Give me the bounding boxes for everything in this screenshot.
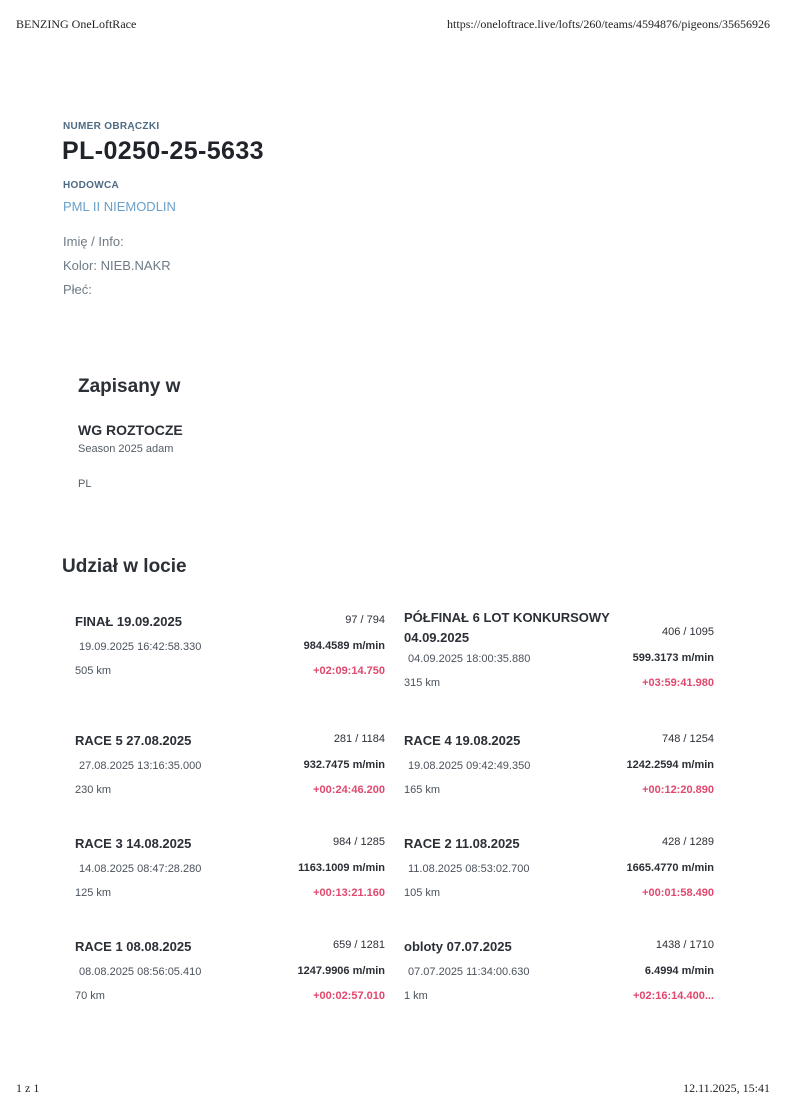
race-time-loss: +02:09:14.750 [313, 665, 385, 677]
race-distance: 315 km [404, 677, 441, 689]
race-arrival-time: 19.09.2025 16:42:58.330 [79, 641, 202, 653]
ring-number-label: NUMER OBRĄCZKI [63, 121, 160, 132]
race-card[interactable] [75, 834, 385, 924]
club-season: Season 2025 adam [78, 443, 174, 455]
race-distance: 105 km [404, 887, 441, 899]
race-card[interactable] [75, 612, 385, 702]
race-arrival-time: 07.07.2025 11:34:00.630 [408, 966, 530, 978]
race-distance: 70 km [75, 990, 105, 1002]
race-speed: 599.3173 m/min [632, 652, 714, 664]
name-info-line: Imię / Info: [63, 234, 124, 249]
race-card[interactable] [75, 937, 385, 1027]
race-name[interactable]: RACE 5 27.08.2025 [75, 733, 192, 748]
race-card[interactable] [75, 731, 385, 821]
race-name[interactable]: PÓŁFINAŁ 6 LOT KONKURSOWY 04.09.2025 [404, 610, 610, 645]
race-time-loss: +00:24:46.200 [313, 784, 385, 796]
registered-title: Zapisany w [78, 376, 181, 397]
print-app-title: BENZING OneLoftRace [16, 17, 137, 31]
race-arrival-time: 27.08.2025 13:16:35.000 [79, 760, 202, 772]
race-name[interactable]: RACE 2 11.08.2025 [404, 836, 520, 851]
race-place: 428 / 1289 [662, 836, 714, 848]
race-speed: 1163.1009 m/min [298, 862, 385, 874]
race-distance: 230 km [75, 784, 112, 796]
race-name[interactable]: RACE 4 19.08.2025 [404, 733, 521, 748]
race-name[interactable]: FINAŁ 19.09.2025 [75, 614, 182, 629]
race-place: 748 / 1254 [662, 733, 714, 745]
race-card[interactable] [404, 731, 714, 821]
color-line: Kolor: NIEB.NAKR [63, 258, 171, 273]
race-place: 97 / 794 [345, 614, 385, 626]
race-distance: 165 km [404, 784, 441, 796]
race-time-loss: +00:01:58.490 [642, 887, 714, 899]
race-speed: 932.7475 m/min [303, 759, 385, 771]
print-page-number: 1 z 1 [16, 1081, 40, 1095]
race-place: 984 / 1285 [333, 836, 385, 848]
race-place: 406 / 1095 [662, 626, 714, 638]
race-time-loss: +00:13:21.160 [313, 887, 385, 899]
race-speed: 984.4589 m/min [303, 640, 385, 652]
race-place: 1438 / 1710 [655, 939, 714, 951]
race-speed: 6.4994 m/min [644, 965, 714, 977]
race-distance: 125 km [75, 887, 112, 899]
race-name[interactable]: RACE 1 08.08.2025 [75, 939, 192, 954]
breeder-link[interactable]: PML II NIEMODLIN [63, 199, 176, 214]
breeder-label: HODOWCA [63, 180, 119, 191]
race-arrival-time: 04.09.2025 18:00:35.880 [408, 653, 531, 665]
race-arrival-time: 08.08.2025 08:56:05.410 [79, 966, 202, 978]
race-name[interactable]: RACE 3 14.08.2025 [75, 836, 192, 851]
sex-line: Płeć: [63, 282, 92, 297]
print-datetime: 12.11.2025, 15:41 [683, 1081, 770, 1095]
race-speed: 1247.9906 m/min [297, 965, 385, 977]
ring-number: PL-0250-25-5633 [62, 137, 264, 165]
race-place: 281 / 1184 [333, 733, 385, 745]
race-arrival-time: 11.08.2025 08:53:02.700 [408, 863, 530, 875]
race-card[interactable] [404, 608, 714, 698]
print-url: https://oneloftrace.live/lofts/260/teams/4594876/pigeons/35656926 [447, 17, 770, 31]
club-country: PL [78, 478, 92, 490]
race-place: 659 / 1281 [333, 939, 385, 951]
race-name[interactable]: obloty 07.07.2025 [404, 939, 512, 954]
race-time-loss: +03:59:41.980 [642, 677, 714, 689]
race-time-loss: +00:02:57.010 [313, 990, 385, 1002]
race-card[interactable] [404, 937, 714, 1027]
race-speed: 1665.4770 m/min [626, 862, 714, 874]
race-speed: 1242.2594 m/min [626, 759, 714, 771]
race-distance: 505 km [75, 665, 112, 677]
race-card[interactable] [404, 834, 714, 924]
race-arrival-time: 19.08.2025 09:42:49.350 [408, 760, 531, 772]
race-distance: 1 km [404, 990, 428, 1002]
club-name[interactable]: WG ROZTOCZE [78, 422, 183, 438]
race-time-loss: +02:16:14.400... [632, 990, 714, 1002]
races-title: Udział w locie [62, 556, 187, 577]
race-time-loss: +00:12:20.890 [642, 784, 714, 796]
race-arrival-time: 14.08.2025 08:47:28.280 [79, 863, 202, 875]
